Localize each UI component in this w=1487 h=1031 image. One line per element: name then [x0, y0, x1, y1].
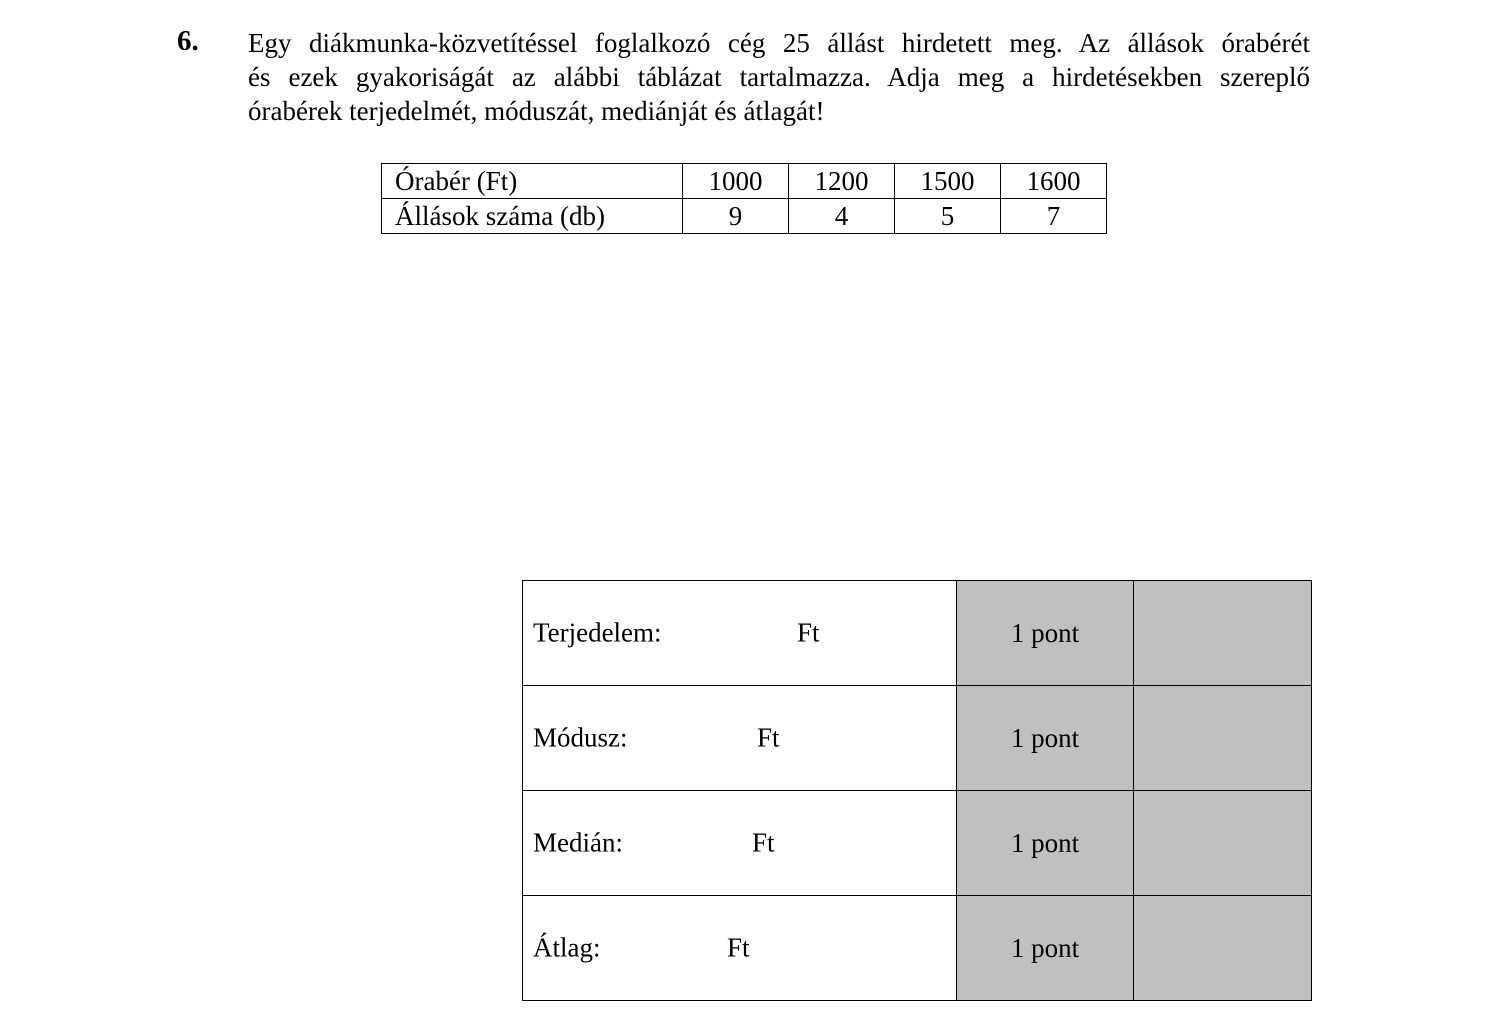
task-number: 6. — [177, 25, 199, 57]
count-row — [382, 199, 1107, 234]
count-cell: 7 — [1001, 199, 1107, 234]
count-row-header: Állások száma (db) — [382, 199, 683, 234]
task-text-line-2: és ezek gyakoriságát az alábbi táblázat tartalmazza. Adja meg a hirdetésekben szereplő — [248, 62, 1310, 92]
answer-label: Módusz: — [533, 722, 628, 753]
answer-row-mean — [523, 896, 1312, 1001]
count-cell: 5 — [895, 199, 1001, 234]
answer-field-range[interactable] — [523, 581, 957, 686]
count-cell: 4 — [789, 199, 895, 234]
task-text-line-1: Egy diákmunka-közvetítéssel foglalkozó cég 25 állást hirdetett meg. Az állások órabérét — [248, 28, 1310, 58]
wage-row — [382, 164, 1107, 199]
task-text — [248, 26, 1310, 128]
points-cell: 1 pont — [957, 581, 1134, 686]
wage-cell: 1600 — [1001, 164, 1107, 199]
answer-unit: Ft — [797, 617, 820, 648]
answer-label: Terjedelem: — [533, 617, 662, 648]
score-cell — [1134, 686, 1312, 791]
answer-row-range — [523, 581, 1312, 686]
answer-table — [522, 580, 1312, 1001]
task-text-line-3: órabérek terjedelmét, móduszát, mediánját és átlagát! — [248, 96, 825, 126]
answer-field-mean[interactable] — [523, 896, 957, 1001]
answer-row-mode — [523, 686, 1312, 791]
score-cell — [1134, 581, 1312, 686]
points-cell: 1 pont — [957, 686, 1134, 791]
wage-row-header: Órabér (Ft) — [382, 164, 683, 199]
score-cell — [1134, 896, 1312, 1001]
wage-cell: 1500 — [895, 164, 1001, 199]
score-cell — [1134, 791, 1312, 896]
answer-unit: Ft — [757, 722, 780, 753]
wage-cell: 1200 — [789, 164, 895, 199]
points-cell: 1 pont — [957, 896, 1134, 1001]
answer-row-median — [523, 791, 1312, 896]
answer-label: Átlag: — [533, 932, 601, 963]
wage-cell: 1000 — [683, 164, 789, 199]
frequency-table — [381, 163, 1107, 234]
answer-field-mode[interactable] — [523, 686, 957, 791]
answer-label: Medián: — [533, 827, 623, 858]
answer-unit: Ft — [752, 827, 775, 858]
count-cell: 9 — [683, 199, 789, 234]
points-cell: 1 pont — [957, 791, 1134, 896]
answer-field-median[interactable] — [523, 791, 957, 896]
answer-unit: Ft — [727, 932, 750, 963]
